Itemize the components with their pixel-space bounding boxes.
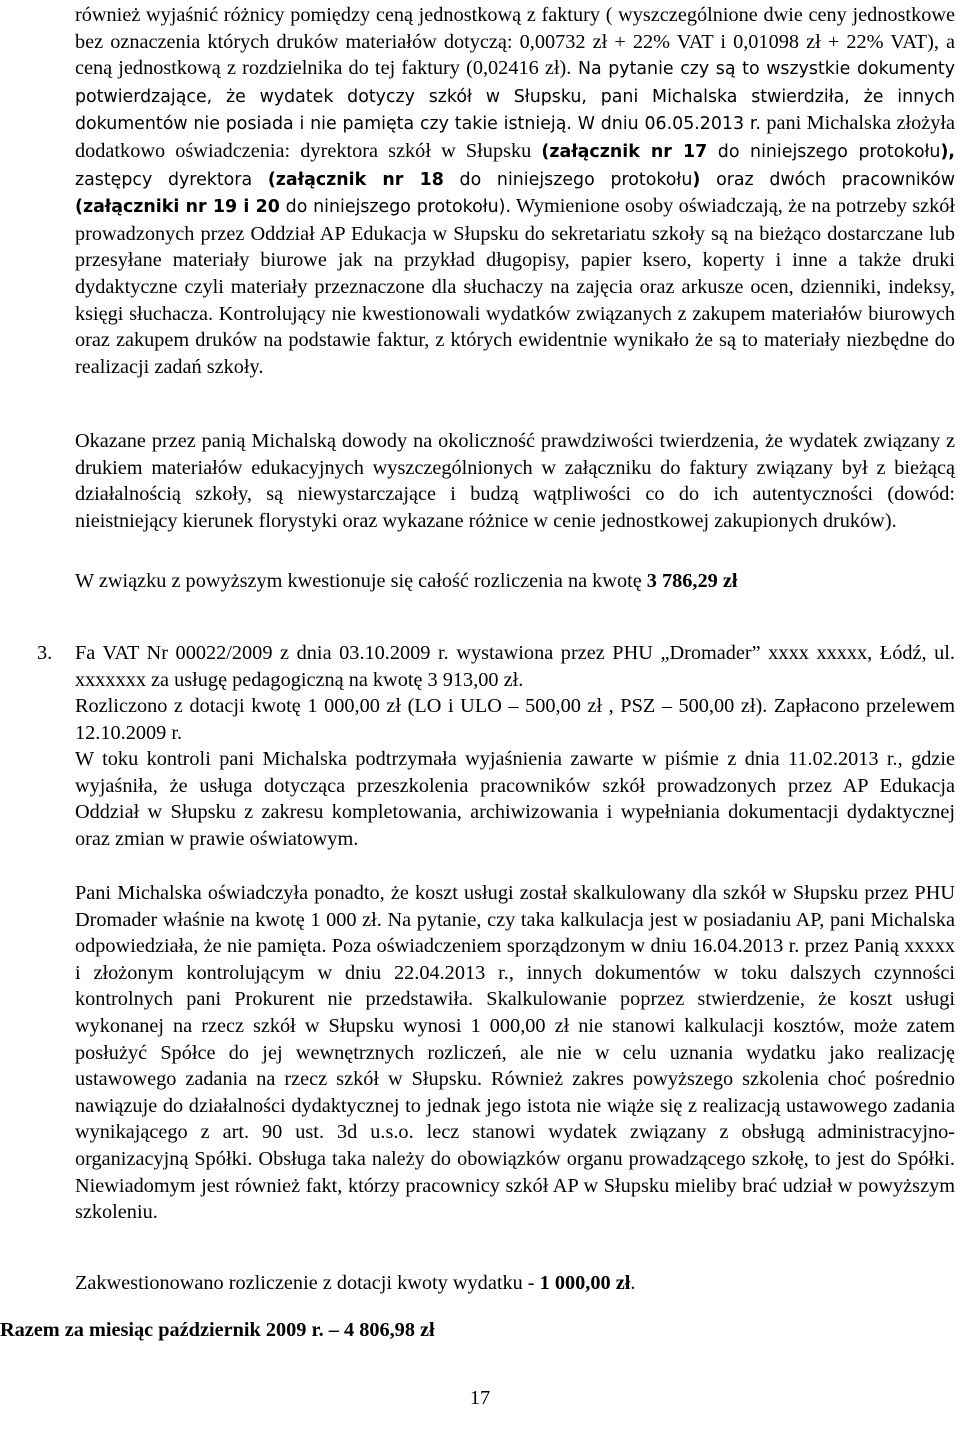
- sentence-price-difference: również wyjaśnić różnicy pomiędzy ceną jednostkową z faktury ( wyszczególnione dwie ceny jednostkowe bez oznaczenia których druków materiałów dotyczą: 0,00732 zł + 22% VAT i 0,01098 zł + 22% VAT), a ceną jednostkową z rozdzielnika do tej faktury (0,02416 zł).: [75, 4, 955, 80]
- item3-questioned-end: .: [630, 1272, 636, 1294]
- attachment-18-tail: do niniejszego protokołu: [443, 169, 693, 190]
- attachment-17-close: ),: [940, 141, 955, 162]
- sentence-statements: pani Michalska złożyła dodatkowo oświadczenia: dyrektora szkół w Słupsku: [75, 112, 955, 162]
- item3-declaration: Pani Michalska oświadczyła ponadto, że koszt usługi został skalkulowany dla szkół w Słupsku przez PHU Dromader właśnie na kwotę 1 000 zł. Na pytanie, czy taka kalkulacja jest w posiadaniu AP, pani Michalska odpowiedziała, że nie pamięta. Poza oświadczeniem sporządzonym w dniu 16.04.2013 r. przez Panią xxxxx i złożonym kontrolującym w dniu 22.04.2013 r., innych dokumentów w toku dalszych czynności kontrolnych pani Prokurent nie przedstawiła. Skalkulowanie poprzez stwierdzenie, że koszt usługi wykonanej na rzecz szkół w Słupsku wynosi 1 000,00 zł nie stanowi kalkulacji kosztów, może zatem posłużyć Spółce do jej wewnętrznych rozliczeń, ale nie w celu uznania wydatku jako realizację ustawowego zadania na rzecz szkół w Słupsku. Również zakres powyższego szkolenia choć pośrednio nawiązuje do działalności dydaktycznej to jednak jego istota nie wiąże się z realizacją ustawowego zadania wynikającego z art. 90 ust. 3d u.s.o. lecz stanowi wydatek związany z obsługą administracyjno-organizacyjną Spółki. Obsługa taka należy do obowiązków organu prowadzącego szkołę, to jest do Spółki. Niewiadomym jest również fakt, którzy pracownicy szkół AP w Słupsku mieliby brać udział w powyższym szkoleniu.: [75, 882, 955, 1224]
- questioned-total-amount: 3 786,29 zł: [646, 570, 738, 592]
- monthly-summary-amount: 4 806,98 zł: [338, 1319, 435, 1341]
- sentence-declarations: Wymienione osoby oświadczają, że na potrzeby szkół prowadzonych przez Oddział AP Edukacja w Słupsku do sekretariatu szkoły są na bieżąco dostarczane lub przesyłane materiały biurowe jak na przykład długopisy, papier ksero, koperty i inne a także druki dydaktyczne czyli materiały przeznaczone dla słuchaczy na zajęcia oraz arkusze ocen, dzienniki, indeksy, księgi słuchacza. Kontrolujący nie kwestionowali wydatków związanych z zakupem materiałów biurowych oraz zakupem druków na podstawie faktur, z których ewidentnie wynikało że są to materiały niezbędne do realizacji zadań szkoły.: [75, 195, 956, 378]
- attachment-19-20-tail: do niniejszego protokołu).: [279, 197, 511, 218]
- attachment-18-ref: (załącznik nr 18: [267, 169, 444, 190]
- item3-questioned: [75, 1270, 955, 1297]
- attachment-17-ref: (załącznik nr 17: [541, 141, 708, 162]
- attachment-18-close: ): [692, 169, 701, 190]
- questioned-total-text: W związku z powyższym kwestionuje się całość rozliczenia na kwotę: [75, 570, 647, 592]
- deputy-director-text: zastępcy dyrektora: [75, 169, 268, 190]
- item3-explanations: W toku kontroli pani Michalska podtrzymała wyjaśnienia zawarte w piśmie z dnia 11.02.2013 r., gdzie wyjaśniła, że usługa dotycząca przeszkolenia pracowników szkół prowadzonych przez AP Edukacja Oddział w Słupsku z zakresu kompletowania, archiwizowania i wypełniania dokumentacji dydaktycznej oraz zmian w prawie oświatowym.: [75, 748, 955, 850]
- paragraph-explanation: [75, 2, 955, 380]
- monthly-summary: Razem za miesiąc październik 2009 r. – 4 806,98 zł: [0, 1319, 435, 1341]
- page-number: 17: [469, 1387, 491, 1409]
- item3-questioned-text: Zakwestionowano rozliczenie z dotacji kwoty wydatku -: [75, 1272, 540, 1294]
- paragraph-questioned-total: [75, 568, 955, 595]
- item3-questioned-amount: 1 000,00 zł: [539, 1272, 631, 1294]
- item-number: 3.: [37, 642, 53, 664]
- two-employees-text: oraz dwóch pracowników: [700, 169, 955, 190]
- item3-invoice: Fa VAT Nr 00022/2009 z dnia 03.10.2009 r. wystawiona przez PHU „Dromader” xxxx xxxxx, Łódź, ul. xxxxxxx za usługę pedagogiczną na kwotę 3 913,00 zł.: [75, 642, 955, 691]
- sentence-documents-question: Na pytanie czy są to wszystkie dokumenty potwierdzające, że wydatek dotyczy szkół w Słupsku, pani Michalska stwierdziła, że innych dokumentów nie posiada i nie pamięta czy takie istnieją. W dniu 06.05.2013 r.: [75, 59, 956, 135]
- attachment-19-20-ref: (załączniki nr 19 i 20: [75, 197, 280, 218]
- item3-settlement: Rozliczono z dotacji kwotę 1 000,00 zł (LO i ULO – 500,00 zł , PSZ – 500,00 zł). Zapłacono przelewem 12.10.2009 r.: [75, 695, 955, 744]
- paragraph-evidence-insufficient: Okazane przez panią Michalską dowody na okoliczność prawdziwości twierdzenia, że wydatek związany z drukiem materiałów edukacyjnych wyszczególnionych w załączniku do faktury związany był z bieżącą działalnością szkoły, są niewystarczające i budzą wątpliwości co do ich autentyczności (dowód: nieistniejący kierunek florystyki oraz wykazane różnice w cenie jednostkowej zakupionych druków).: [75, 430, 955, 532]
- monthly-summary-label: Razem za miesiąc październik 2009 r.: [0, 1319, 329, 1341]
- attachment-17-tail: do niniejszego protokołu: [707, 141, 941, 162]
